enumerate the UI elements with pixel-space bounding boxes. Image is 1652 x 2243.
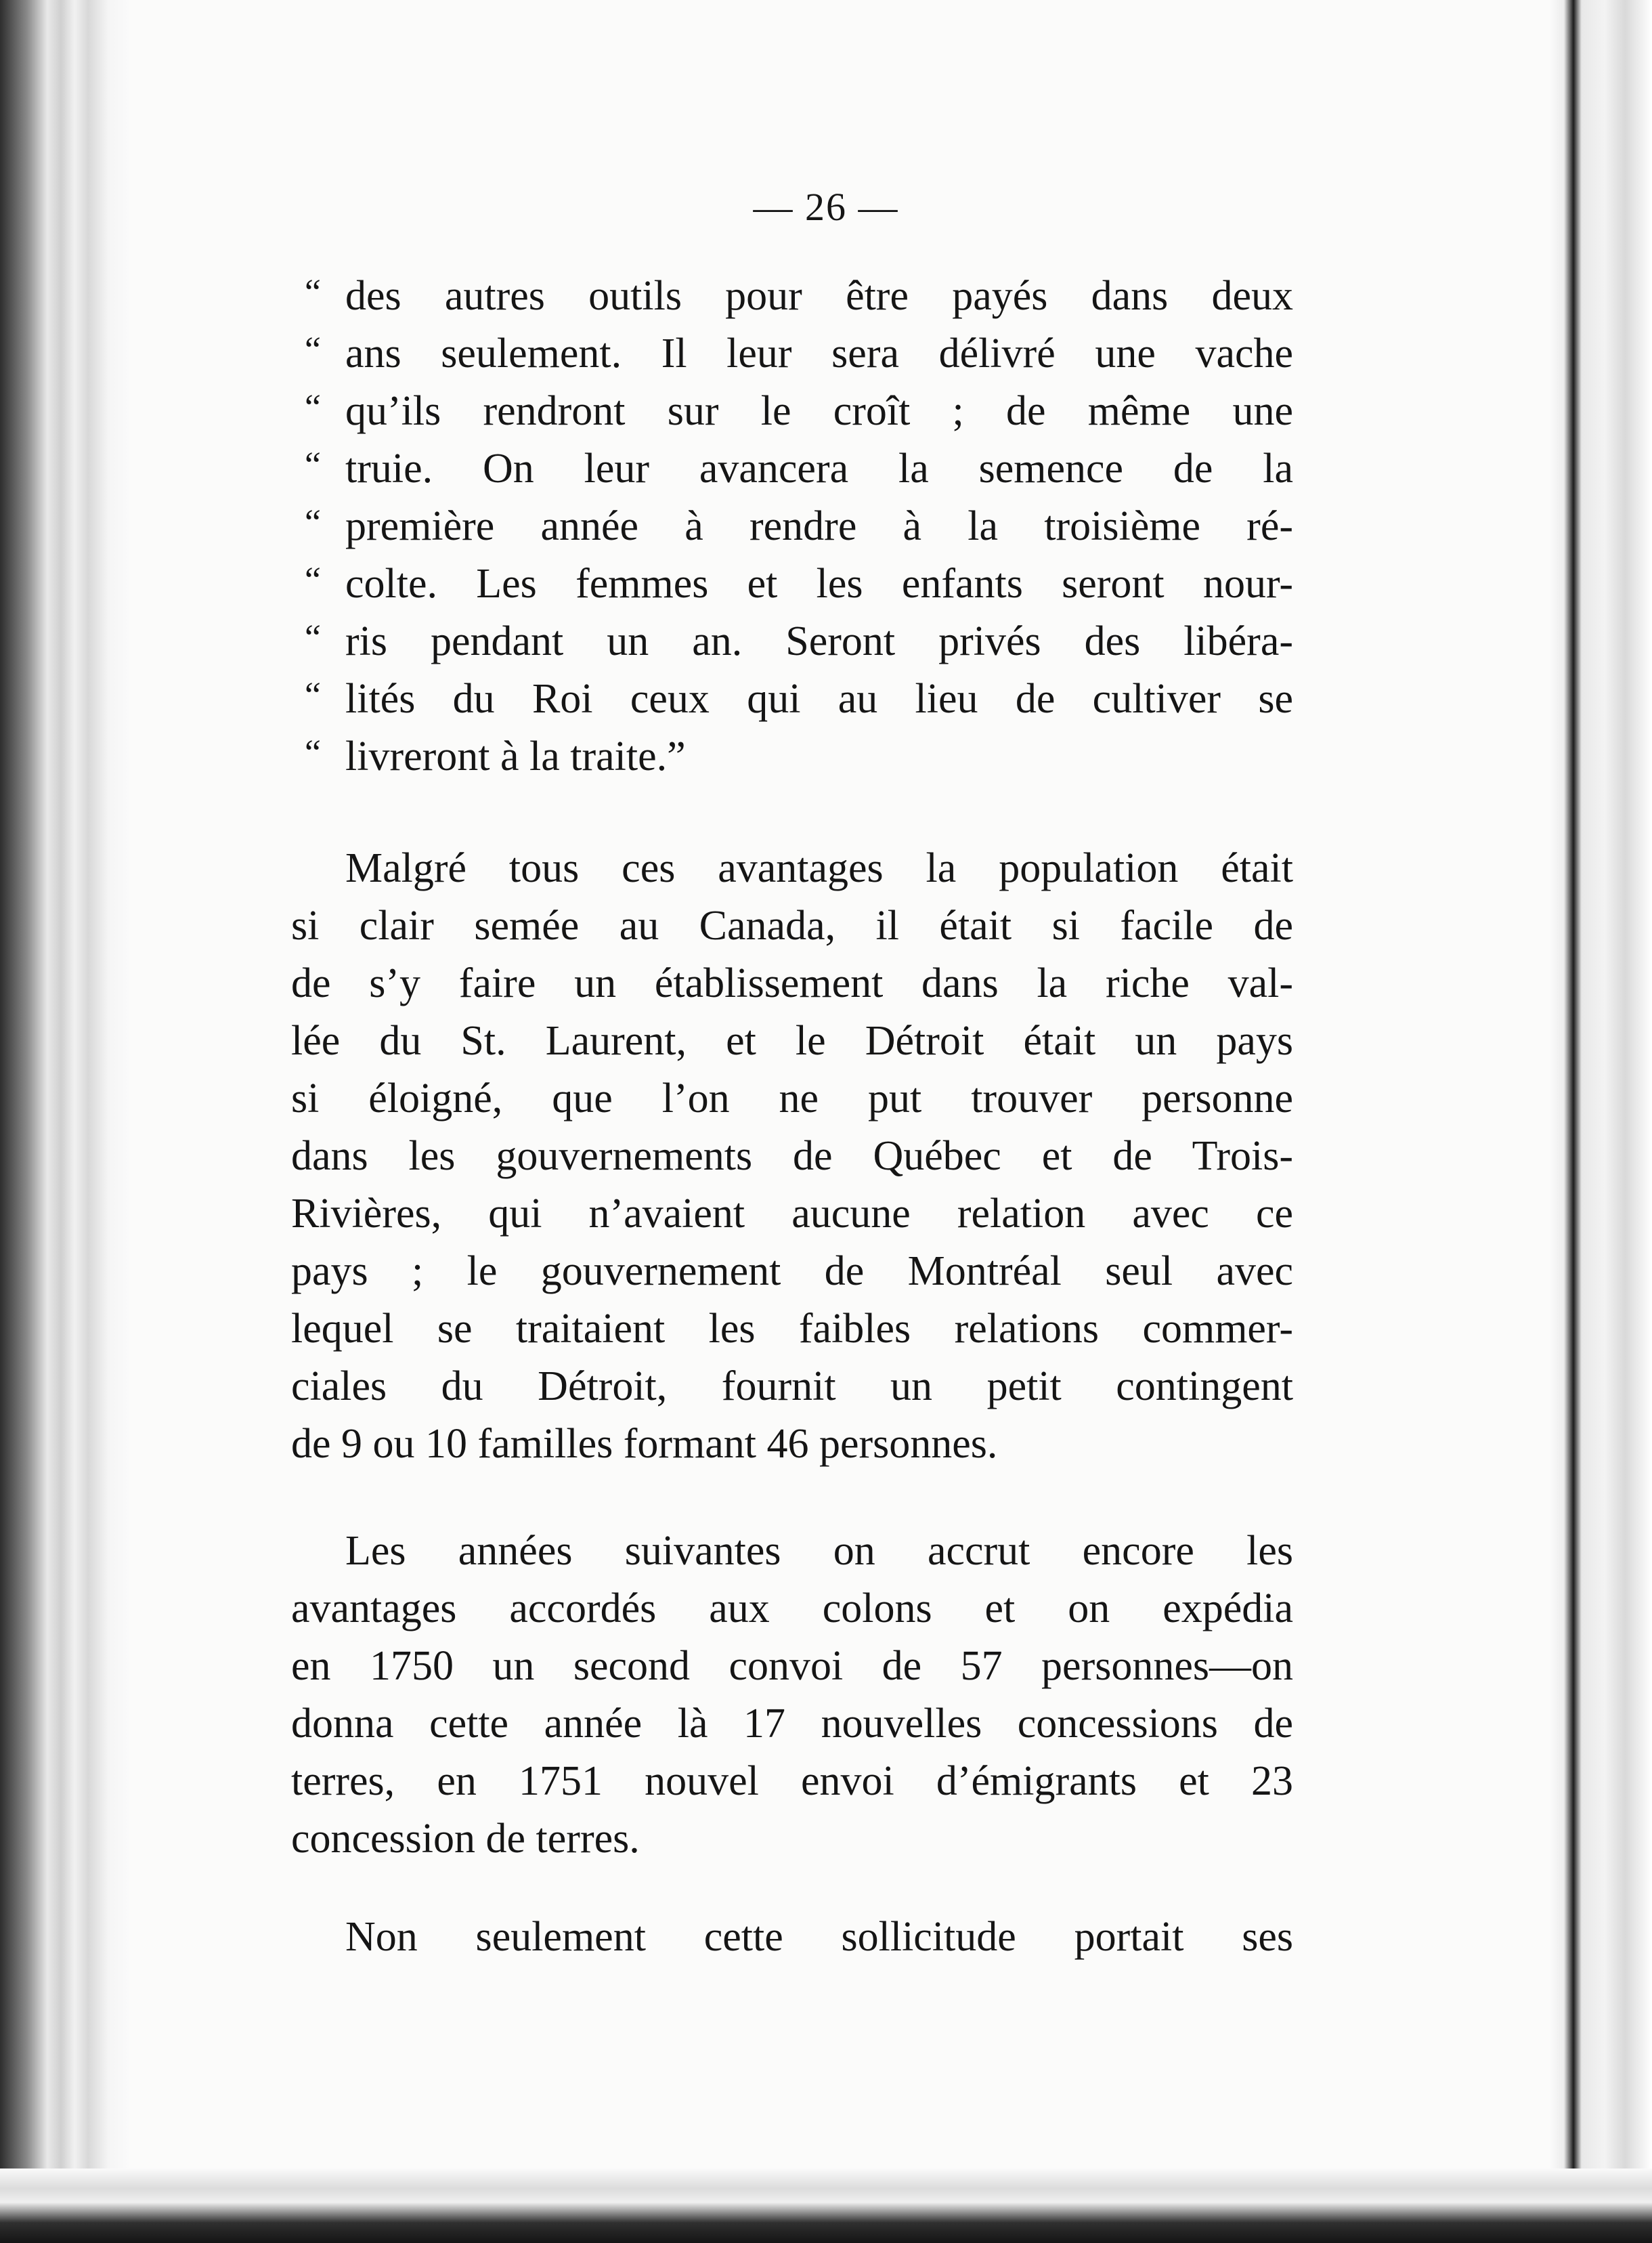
paragraph-line: avantages accordés aux colons et on expédia <box>291 1585 1293 1631</box>
paragraph-line: terres, en 1751 nouvel envoi d’émigrants et 23 <box>291 1758 1293 1804</box>
paragraph-line: en 1750 un second convoi de 57 personnes—on <box>291 1643 1293 1689</box>
quote-line: “ ris pendant un an. Seront privés des libéra- <box>291 613 1293 670</box>
paragraph-population <box>291 840 1293 1473</box>
paragraph-line: ciales du Détroit, fournit un petit contingent <box>291 1363 1293 1409</box>
quoted-passage <box>291 268 1293 786</box>
quote-line: “ première année à rendre à la troisième ré- <box>291 498 1293 555</box>
paragraph-line: dans les gouvernements de Québec et de Trois- <box>291 1133 1293 1179</box>
paragraph-line: concession de terres. <box>291 1816 640 1862</box>
page-bottom-edge <box>0 2169 1652 2243</box>
quote-line: “ ans seulement. Il leur sera délivré une vache <box>291 325 1293 383</box>
paragraph-line: si clair semée au Canada, il était si facile de <box>291 903 1293 949</box>
paragraph-line: pays ; le gouvernement de Montréal seul avec <box>291 1248 1293 1294</box>
quote-line: “ livreront à la traite.” <box>291 728 1293 786</box>
paragraph-solicitude <box>291 1908 1293 1966</box>
quote-line: “ colte. Les femmes et les enfants seront nour- <box>291 555 1293 613</box>
paragraph-line: Rivières, qui n’avaient aucune relation avec ce <box>291 1191 1293 1237</box>
paragraph-line: Les années suivantes on accrut encore les <box>345 1528 1293 1574</box>
paragraph-line: lée du St. Laurent, et le Détroit était un pays <box>291 1018 1293 1064</box>
page-right-edge <box>1550 0 1652 2243</box>
page-number: — 26 — <box>753 185 899 229</box>
paragraph-line: Non seulement cette sollicitude portait ses <box>345 1914 1293 1960</box>
paragraph-line: de 9 ou 10 familles formant 46 personnes. <box>291 1421 998 1467</box>
paragraph-line: lequel se traitaient les faibles relations commer- <box>291 1306 1293 1352</box>
paragraph-line: de s’y faire un établissement dans la riche val- <box>291 960 1293 1006</box>
quote-line: “ qu’ils rendront sur le croît ; de même une <box>291 383 1293 440</box>
quote-line: “ lités du Roi ceux qui au lieu de cultiver se <box>291 670 1293 728</box>
quote-line: “ truie. On leur avancera la semence de la <box>291 440 1293 498</box>
book-gutter-edge <box>0 0 129 2243</box>
paragraph-following-years <box>291 1522 1293 1868</box>
paragraph-line: si éloigné, que l’on ne put trouver personne <box>291 1075 1293 1122</box>
quote-line: “ des autres outils pour être payés dans deux <box>291 268 1293 325</box>
paragraph-line: Malgré tous ces avantages la population était <box>345 845 1293 891</box>
paragraph-line: donna cette année là 17 nouvelles concessions de <box>291 1701 1293 1747</box>
